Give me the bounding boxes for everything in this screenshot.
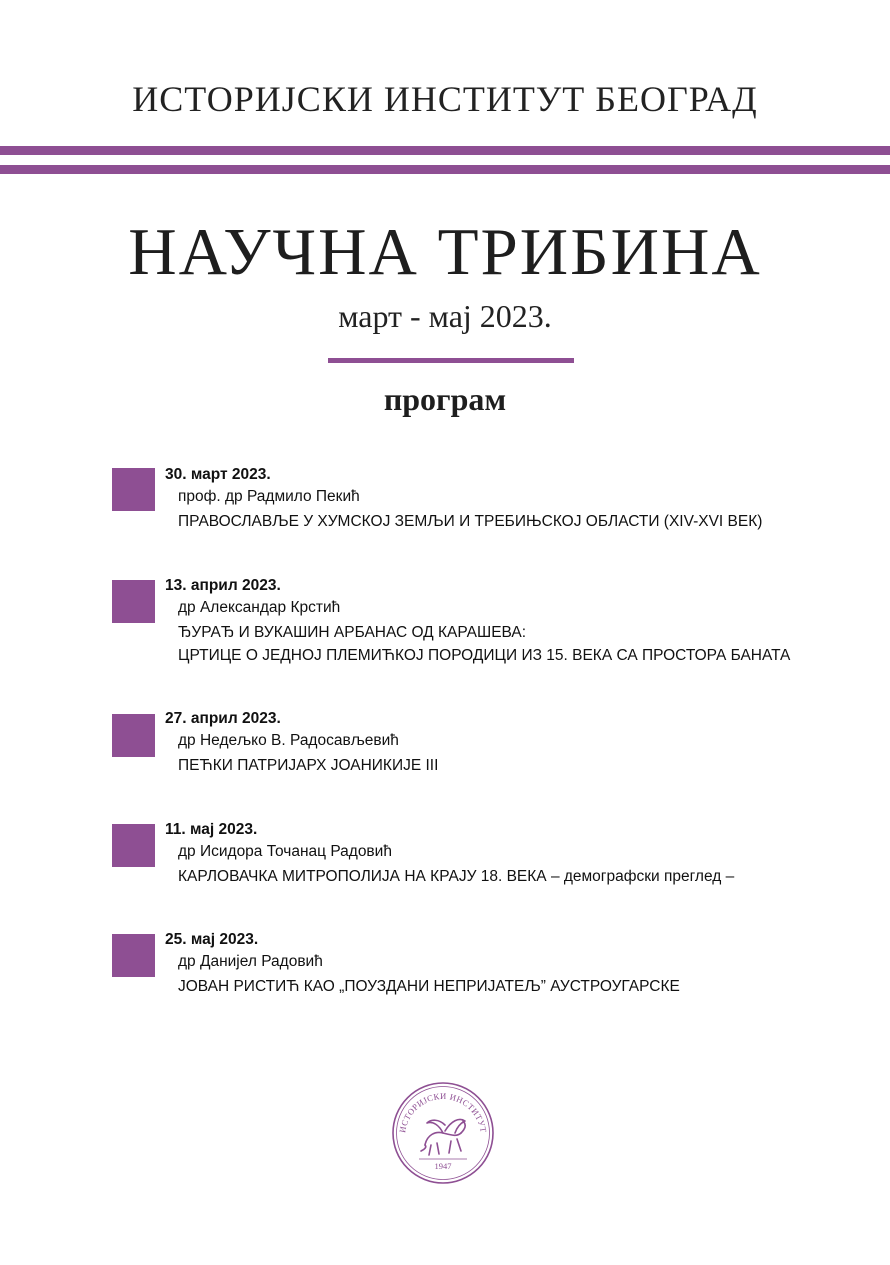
program-item-topic-line: ЈОВАН РИСТИЋ КАО „ПОУЗДАНИ НЕПРИЈАТЕЉ” АУСТРОУГАРСКЕ [178,978,680,995]
program-item-speaker: др Недељко В. Радосављевић [178,732,399,749]
page-title: НАУЧНА ТРИБИНА [128,215,762,289]
program-item-topic [178,510,762,533]
program-item-marker [112,714,155,757]
program-item-marker [112,468,155,511]
program-heading: програм [383,381,507,417]
header-rule-top [0,146,890,155]
program-item-date: 13. април 2023. [165,577,281,594]
program-item-speaker: др Исидора Точанац Радовић [178,843,392,860]
header-rule-bottom [0,165,890,174]
program-item-marker [112,824,155,867]
program-item-topic [178,754,438,777]
program-item-date: 25. мај 2023. [165,931,259,948]
program-item-topic-line: ЦРТИЦЕ О ЈЕДНОЈ ПЛЕМИЋКОЈ ПОРОДИЦИ ИЗ 15. ВЕКА СА ПРОСТОРА БАНАТА [178,647,791,664]
program-item-marker [112,934,155,977]
institute-name: ИСТОРИЈСКИ ИНСТИТУТ БЕОГРАД [132,79,758,119]
seal-year: 1947 [434,1161,452,1171]
title-divider [328,358,574,363]
page-subtitle: март - мај 2023. [338,298,552,334]
program-item-topic [178,621,790,667]
program-item-topic-line: ПЕЋКИ ПАТРИЈАРХ ЈОАНИКИЈЕ III [178,757,439,774]
program-item-date: 11. мај 2023. [165,821,258,838]
program-item-speaker: проф. др Радмило Пекић [178,488,360,505]
pegasus-seal-icon [391,1081,495,1185]
program-item-speaker: др Данијел Радовић [178,953,323,970]
program-item-topic [178,975,680,998]
seal-ring-text: ИСТОРИЈСКИ ИНСТИТУТ [397,1090,489,1134]
program-item-topic-line: КАРЛОВАЧКА МИТРОПОЛИЈА НА КРАЈУ 18. ВЕКА – демографски преглед – [178,868,735,885]
program-item-date: 27. април 2023. [165,710,281,727]
program-item-topic-line: ЂУРАЂ И ВУКАШИН АРБАНАС ОД КАРАШЕВА: [178,624,527,641]
program-item-topic [178,865,734,888]
program-item-date: 30. март 2023. [165,466,271,483]
program-item-marker [112,580,155,623]
program-item-speaker: др Александар Крстић [178,599,341,616]
pegasus-emblem [421,1119,465,1155]
program-item-topic-line: ПРАВОСЛАВЉЕ У ХУМСКОЈ ЗЕМЉИ И ТРЕБИЊСКОЈ ОБЛАСТИ (XIV-XVI ВЕК) [178,513,763,530]
